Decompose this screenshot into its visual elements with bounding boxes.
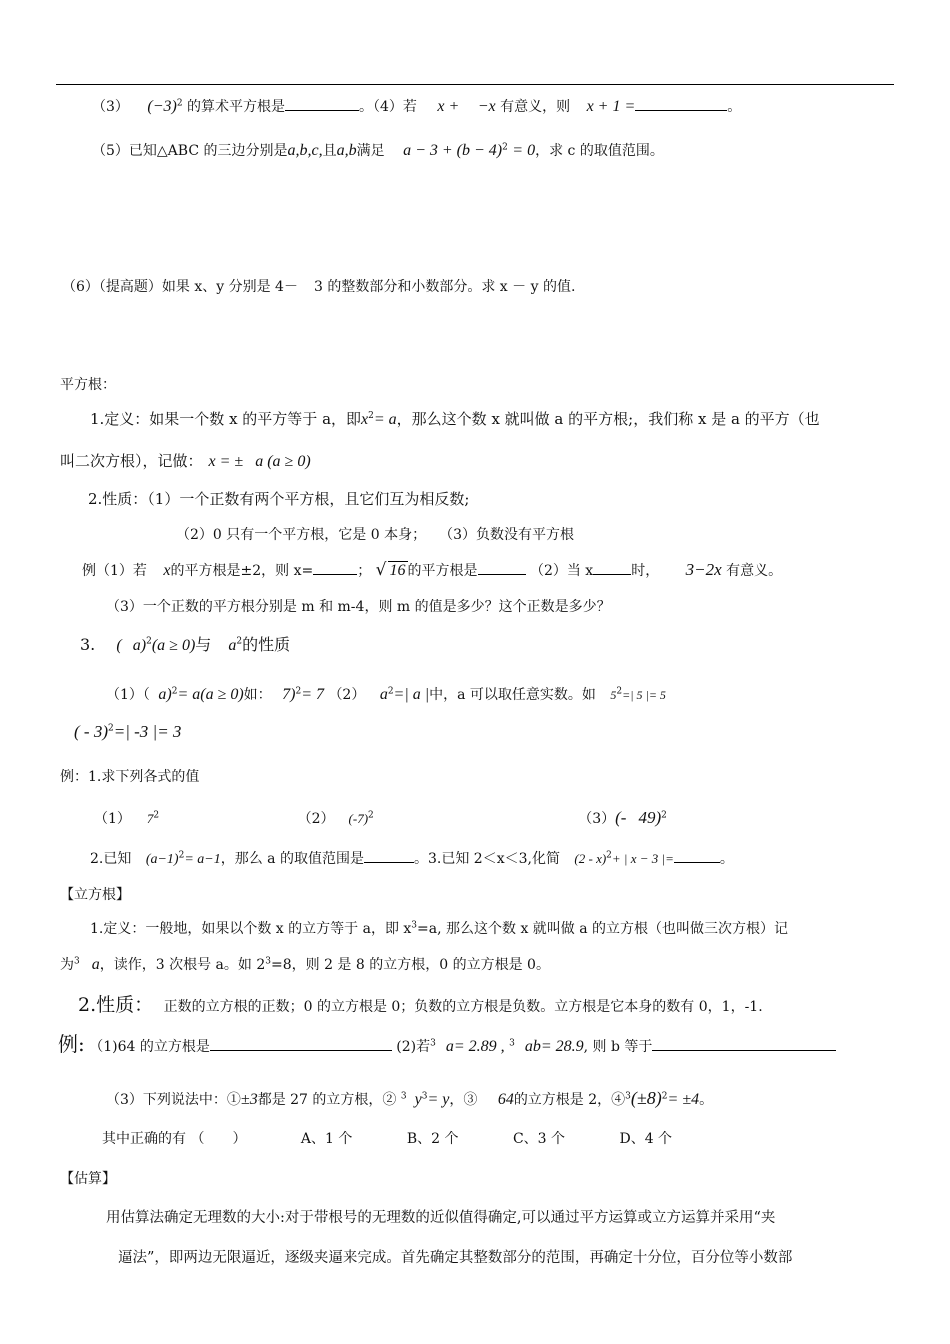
text: 1.定义：如果一个数 x 的平方等于 a，即: [90, 410, 362, 428]
math-neg7: (-7): [348, 811, 369, 826]
text: , 则 b 等于: [583, 1039, 653, 1055]
text: 的平方根是±2，则 x=: [170, 563, 314, 579]
example-2-3: [90, 848, 734, 868]
math-a: a): [158, 686, 172, 703]
text: 与: [195, 635, 212, 654]
math-negx: −x: [477, 98, 496, 115]
text: 其中正确的有 （ ）: [102, 1131, 247, 1147]
property-3-line-1: [106, 684, 666, 704]
exponent: 2: [171, 686, 178, 697]
math-2x: (2 - x): [574, 851, 607, 866]
text: 。: [719, 851, 734, 867]
text: 中，a 可以取任意实数。如: [429, 687, 596, 703]
text: 时，: [631, 563, 660, 579]
answer-blank[interactable]: [364, 848, 414, 863]
text: （2）当 x: [529, 563, 594, 579]
math-paren: (-: [615, 808, 627, 827]
label: 2.性质：: [78, 994, 154, 1016]
text: （2）0 只有一个平方根，它是 0 本身；: [176, 527, 427, 543]
definition-line-1: [90, 408, 820, 429]
text: 有意义，则: [500, 99, 571, 115]
math-neg3: ( - 3): [74, 722, 108, 741]
math-x-pm: x = ±: [208, 453, 244, 470]
exponent: 2: [107, 723, 114, 734]
math-a-cond: a (a ≥ 0): [255, 453, 311, 470]
text: ，那么 a 的取值范围是: [220, 851, 364, 867]
exponent: 3: [421, 1091, 428, 1102]
answer-blank[interactable]: [674, 848, 720, 863]
math-pm3: ±3: [240, 1091, 258, 1108]
exercise-3-4: [92, 96, 741, 116]
math-abs: =| a |: [393, 686, 430, 703]
text: 如：: [243, 687, 272, 703]
exponent: 2: [606, 850, 612, 861]
section-title-estimation: 【估算】: [60, 1171, 116, 1187]
math-expr: a − 3 + (b − 4): [403, 142, 503, 159]
paren: (: [116, 637, 122, 654]
label-3: （3）: [92, 99, 129, 115]
math-abs5: =| 5 |= 5: [622, 688, 666, 702]
math-eqa: = a: [373, 411, 397, 428]
estimation-line-1: 用估算法确定无理数的大小:对于带根号的无理数的近似值得确定,可以通过平方运算或立方运算并采用“夹: [106, 1210, 776, 1226]
exercise-6: [62, 276, 575, 296]
answer-blank[interactable]: [313, 560, 357, 575]
math-eqy: = y: [427, 1091, 450, 1108]
math-7: 7: [146, 811, 154, 826]
text: （5）已知△ABC 的三边分别是: [92, 143, 288, 159]
text: 的整数部分和小数部分。求 x － y 的值.: [322, 279, 576, 295]
math-7: 7): [282, 686, 296, 703]
text: 有意义。: [726, 563, 783, 579]
text: 为: [60, 957, 74, 973]
math-a: a: [228, 637, 237, 654]
text: ，读作，3 次根号 a。如 2: [99, 957, 266, 973]
text: （6）（提高题）如果 x、y 分别是 4－: [62, 279, 298, 295]
answer-blank[interactable]: [593, 560, 631, 575]
math-x: x: [163, 562, 171, 579]
cube-example-1-2: [58, 1028, 836, 1057]
math-val: = 2.89 ,: [453, 1038, 505, 1055]
text: （2）: [328, 687, 366, 703]
choice-b[interactable]: B、2 个: [406, 1131, 459, 1147]
exponent: 2: [502, 142, 508, 153]
math-eq7: = 7: [301, 686, 324, 703]
text: 。: [727, 99, 742, 115]
text: 正数的立方根的正数；0 的立方根是 0；负数的立方根是负数。立方根是它本身的数有 0，1，-1.: [163, 999, 763, 1015]
text: ，那么这个数 x 就叫做 a 的平方根;，我们称 x 是 a 的平方（也: [396, 410, 820, 428]
math-ab: a,b: [336, 142, 357, 159]
exponent: 2: [368, 810, 374, 821]
math-a: a: [445, 1038, 454, 1055]
math-val: = 28.9: [540, 1038, 584, 1055]
math-eq: = a−1: [184, 852, 221, 867]
text: （1）（: [106, 687, 150, 703]
math-64: 64: [497, 1091, 514, 1108]
text: 的平方根是: [407, 563, 478, 579]
property-line-2: [176, 524, 574, 544]
label: 3.: [80, 635, 96, 654]
root-index: 3: [430, 1038, 436, 1049]
root-index: 3: [74, 956, 80, 967]
cube-example-3: [106, 1088, 713, 1109]
label: （3）: [578, 811, 616, 827]
definition-line-2: [60, 450, 311, 471]
exponent: 2: [176, 98, 183, 109]
math-abs: + | x − 3 |=: [611, 851, 674, 866]
choice-c[interactable]: C、3 个: [512, 1131, 566, 1147]
text: 且: [322, 143, 337, 159]
math-a: a: [379, 686, 388, 703]
text: 的性质: [242, 635, 291, 654]
math-neg3: (−3): [147, 98, 177, 115]
cube-property: [78, 990, 763, 1017]
text: （3）负数没有平方根: [446, 527, 574, 543]
answer-blank[interactable]: [285, 96, 359, 111]
math-pm4: = ±4: [667, 1091, 700, 1108]
text: 的立方根是 2，④: [513, 1092, 626, 1108]
exponent: 2: [236, 636, 243, 647]
example-1-part-3: （3）一个正数的平方根分别是 m 和 m-4，则 m 的值是多少？这个正数是多少？: [106, 599, 611, 615]
exponent: 2: [616, 686, 623, 697]
text: 的算术平方根是: [187, 99, 286, 115]
math-eq0: = 0: [512, 142, 536, 159]
math-expr: 3−2x: [685, 560, 722, 579]
example-1: [82, 560, 782, 580]
text: 1.定义：一般地，如果以个数 x 的立方等于 a，即 x: [90, 921, 412, 937]
text: 。3.已知 2＜x＜3,化简: [413, 851, 560, 867]
math-ab: ab: [524, 1038, 541, 1055]
label: （2）: [297, 811, 335, 827]
property-line-1: 2.性质：（1）一个正数有两个平方根，且它们互为相反数;: [88, 490, 470, 508]
property-3-title: [80, 632, 290, 655]
root-index: 3: [400, 1091, 407, 1102]
section-title-cube-root: 【立方根】: [60, 887, 130, 903]
text: =a, 那么这个数 x 就叫做 a 的立方根（也叫做三次方根）记: [417, 921, 789, 937]
exponent: 3: [265, 956, 271, 967]
answer-blank[interactable]: [635, 96, 727, 111]
math-eq: = a(a ≥ 0): [177, 686, 244, 703]
exponent: 2: [178, 850, 185, 861]
text: 。（4）若: [359, 99, 417, 115]
text: 。: [699, 1092, 714, 1108]
math-a: a: [91, 956, 100, 973]
property-3-line-2: [74, 722, 181, 742]
label: （1）: [94, 811, 131, 827]
root-index: 3: [625, 1091, 631, 1102]
math-pm8: (±8): [630, 1088, 662, 1108]
text: ，求 c 的取值范围。: [535, 143, 664, 159]
cube-definition-2: [60, 954, 550, 974]
radicand: 3: [313, 279, 323, 295]
cube-definition-1: [90, 918, 788, 938]
text: 满足: [356, 143, 385, 159]
choice-a[interactable]: A、1 个: [300, 1131, 353, 1147]
text: （1)64 的立方根是: [89, 1039, 210, 1055]
answer-blank[interactable]: [478, 560, 526, 575]
math-y: y: [414, 1091, 422, 1108]
exponent: 2: [153, 810, 160, 821]
math-abc: a,b,c,: [287, 142, 323, 159]
label: 例:: [58, 1032, 85, 1056]
exponent: 2: [295, 686, 302, 697]
cube-example-choices: [102, 1128, 672, 1148]
text: 例（1）若: [82, 563, 147, 579]
exponent: 3: [411, 920, 418, 931]
text: ，③: [449, 1092, 478, 1108]
exponent: 2: [146, 636, 152, 647]
math-x: x: [361, 411, 369, 428]
section-title-square-root: 平方根：: [60, 377, 116, 393]
text: (2)若: [396, 1039, 431, 1055]
math-cond: (a ≥ 0): [151, 637, 196, 654]
example-2-title: 例：1.求下列各式的值: [60, 769, 200, 785]
text: ；: [357, 563, 372, 579]
exponent: 2: [661, 1091, 668, 1102]
math-x: x +: [437, 98, 460, 115]
choice-d[interactable]: D、4 个: [619, 1131, 673, 1147]
math-a: a): [132, 637, 147, 654]
text: 叫二次方根），记做：: [60, 452, 203, 470]
text: 都是 27 的立方根，②: [257, 1092, 397, 1108]
math-5: 5: [610, 688, 617, 702]
math-abs3: =| -3 |= 3: [113, 722, 182, 741]
math-a1: (a−1): [145, 852, 179, 867]
exponent: 2: [661, 810, 667, 821]
header-rule: [56, 84, 894, 85]
text: 2.已知: [90, 851, 132, 867]
radicand: 16: [389, 562, 406, 579]
radical-icon: √: [375, 560, 387, 580]
estimation-line-2: 逼法”，即两边无限逼近，逐级夹逼来完成。首先确定其整数部分的范围，再确定十分位，百分位等小数部: [118, 1250, 793, 1266]
exponent: 2: [387, 686, 394, 697]
text: =8，则 2 是 8 的立方根，0 的立方根是 0。: [270, 957, 550, 973]
example-2-items: [94, 808, 667, 828]
root-index: 3: [509, 1038, 515, 1049]
answer-blank[interactable]: [652, 1036, 836, 1051]
math-x1: x + 1 =: [586, 98, 636, 115]
exponent: 2: [368, 411, 374, 421]
answer-blank[interactable]: [210, 1036, 392, 1051]
math-49: 49): [638, 808, 662, 827]
exercise-5: [92, 140, 664, 160]
text: （3）下列说法中：①: [106, 1092, 241, 1108]
